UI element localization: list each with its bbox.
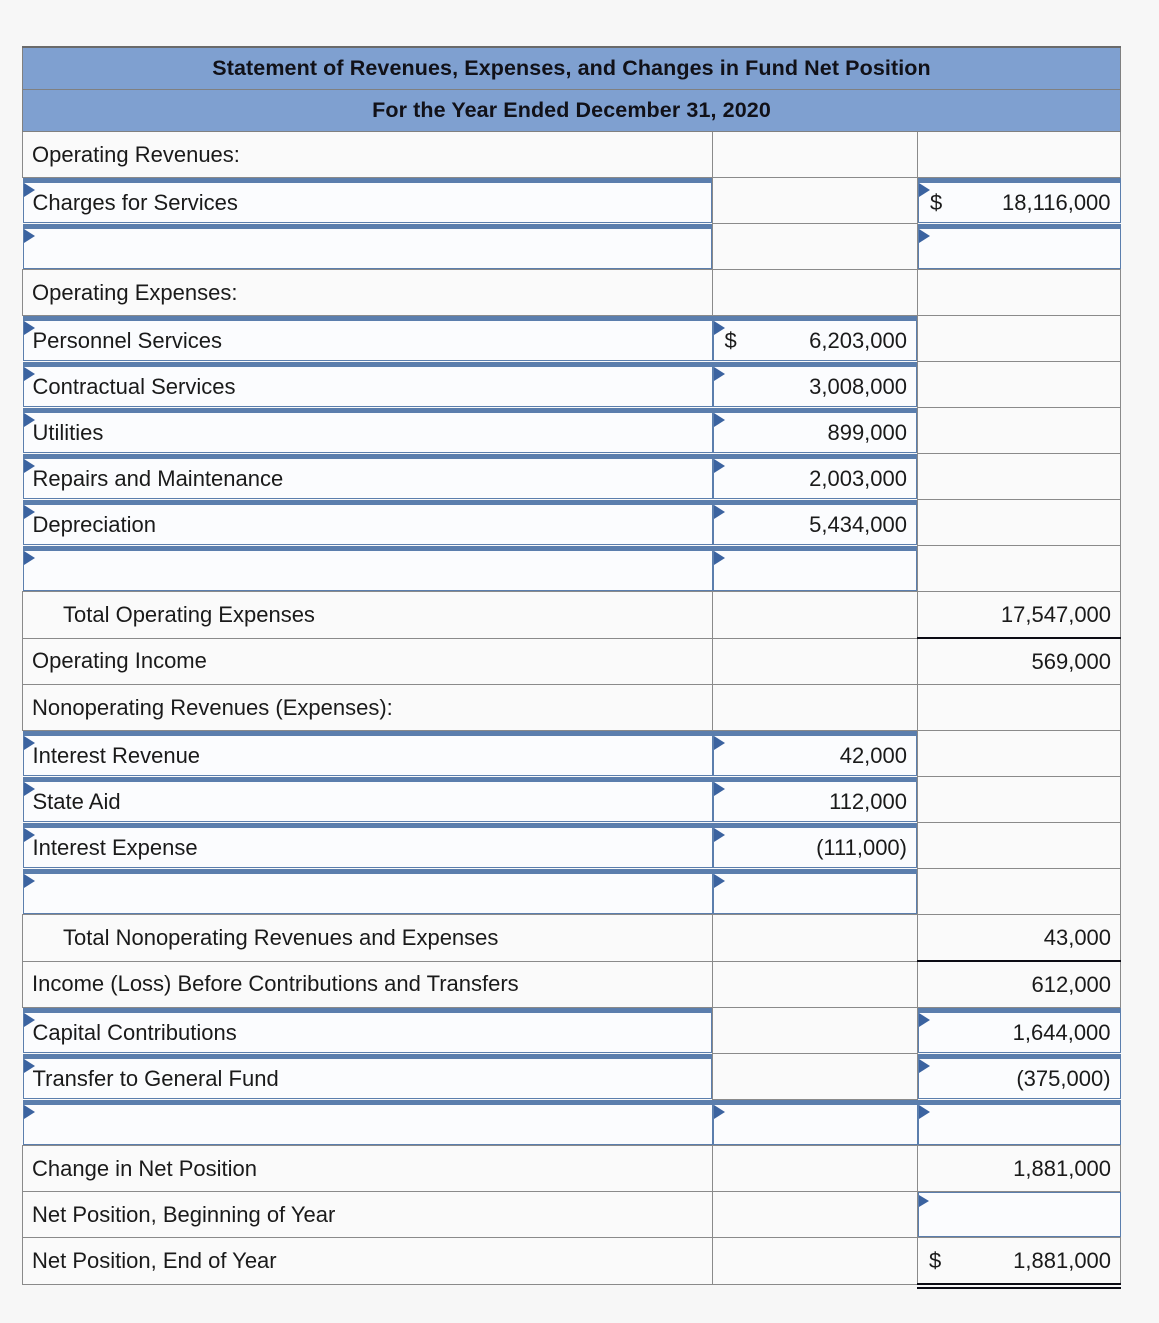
row-label-text: Interest Expense <box>32 834 198 860</box>
amount-value: 5,434,000 <box>809 511 907 537</box>
amount-value: 569,000 <box>1031 648 1112 674</box>
total-cell-repairs-and-maintenance <box>918 454 1121 500</box>
detail-input[interactable] <box>713 454 918 499</box>
detail-input[interactable] <box>713 1100 918 1145</box>
row-label-input-cell-revenue-blank[interactable] <box>23 224 713 270</box>
table-row <box>23 777 1121 823</box>
row-label-input[interactable] <box>23 178 713 223</box>
table-row <box>23 592 1121 639</box>
table-row <box>23 638 1121 685</box>
total-input[interactable] <box>918 1192 1121 1237</box>
total-cell-personnel-services <box>918 316 1121 362</box>
detail-cell-nonoperating-heading <box>713 685 918 731</box>
row-label-text: Net Position, Beginning of Year <box>32 1201 336 1227</box>
statement-subtitle-row <box>23 90 1121 132</box>
total-input[interactable] <box>918 178 1121 223</box>
amount-value: 2,003,000 <box>809 465 907 491</box>
row-label-cell-change-in-net-position <box>23 1146 713 1192</box>
table-row <box>23 961 1121 1008</box>
detail-input-cell-personnel-services[interactable] <box>713 316 918 362</box>
total-cell-expenses-blank <box>918 546 1121 592</box>
table-row <box>23 500 1121 546</box>
row-label-text: Operating Income <box>32 648 207 674</box>
row-label-input[interactable] <box>23 731 713 776</box>
detail-input-cell-depreciation[interactable] <box>713 500 918 546</box>
row-label-input-cell-nonoperating-blank[interactable] <box>23 869 713 915</box>
row-label-text: Total Operating Expenses <box>63 601 315 627</box>
row-label-input-cell-expenses-blank[interactable] <box>23 546 713 592</box>
table-row <box>23 1100 1121 1146</box>
detail-input[interactable] <box>713 869 918 914</box>
table-row <box>23 546 1121 592</box>
detail-cell-operating-income <box>713 638 918 685</box>
table-row <box>23 1008 1121 1054</box>
detail-input-cell-contractual-services[interactable] <box>713 362 918 408</box>
amount-value: 1,881,000 <box>1013 1155 1112 1181</box>
row-label-text: Operating Revenues: <box>32 141 240 167</box>
detail-cell-revenue-blank <box>713 224 918 270</box>
total-input[interactable] <box>918 1100 1121 1145</box>
currency-symbol: $ <box>929 1247 942 1273</box>
detail-input[interactable] <box>713 500 918 545</box>
amount-value: 612,000 <box>1031 971 1112 997</box>
total-cell-interest-expense <box>918 823 1121 869</box>
row-label-text: Repairs and Maintenance <box>32 465 284 491</box>
total-input[interactable] <box>918 224 1121 269</box>
amount-value: 6,203,000 <box>809 327 907 353</box>
row-label-text: Transfer to General Fund <box>32 1065 279 1091</box>
row-label-cell-net-position-end <box>23 1238 713 1285</box>
amount-value: (111,000) <box>816 834 907 860</box>
row-label-cell-total-operating-expenses <box>23 592 713 639</box>
total-input-cell-charges-for-services[interactable] <box>918 178 1121 224</box>
table-row <box>23 454 1121 500</box>
total-cell-change-in-net-position <box>918 1146 1121 1192</box>
row-label-input-cell-interest-revenue[interactable] <box>23 731 713 777</box>
row-label-input[interactable] <box>23 546 713 591</box>
detail-input[interactable] <box>713 777 918 822</box>
table-row <box>23 178 1121 224</box>
detail-input-cell-interest-revenue[interactable] <box>713 731 918 777</box>
table-row <box>23 1238 1121 1285</box>
table-row <box>23 1192 1121 1238</box>
detail-input[interactable] <box>713 546 918 591</box>
statement-table <box>22 46 1121 1285</box>
detail-input-cell-expenses-blank[interactable] <box>713 546 918 592</box>
statement-subtitle: For the Year Ended December 31, 2020 <box>23 90 1121 132</box>
total-cell-state-aid <box>918 777 1121 823</box>
row-label-input-cell-personnel-services[interactable] <box>23 316 713 362</box>
row-label-cell-total-nonoperating <box>23 915 713 962</box>
amount-value: (375,000) <box>1016 1065 1111 1091</box>
row-label-input[interactable] <box>23 316 713 361</box>
detail-input[interactable] <box>713 362 918 407</box>
amount-value: 1,881,000 <box>1013 1247 1112 1273</box>
total-input[interactable] <box>918 1008 1121 1053</box>
row-label-input-cell-contributions-blank[interactable] <box>23 1100 713 1146</box>
detail-cell-operating-expenses-heading <box>713 270 918 316</box>
row-label-input-cell-interest-expense[interactable] <box>23 823 713 869</box>
total-cell-depreciation <box>918 500 1121 546</box>
detail-input-cell-contributions-blank[interactable] <box>713 1100 918 1146</box>
detail-input-cell-repairs-and-maintenance[interactable] <box>713 454 918 500</box>
total-cell-total-operating-expenses <box>918 592 1121 639</box>
row-label-text: Total Nonoperating Revenues and Expenses <box>63 924 499 950</box>
currency-symbol: $ <box>930 189 943 215</box>
row-label-text: Operating Expenses: <box>32 279 238 305</box>
detail-cell-total-nonoperating <box>713 915 918 962</box>
amount-value: 1,644,000 <box>1012 1019 1111 1045</box>
row-label-input[interactable] <box>23 1008 713 1053</box>
detail-input[interactable] <box>713 408 918 453</box>
row-label-cell-operating-revenues-heading <box>23 132 713 178</box>
table-row <box>23 1054 1121 1100</box>
row-label-text: Personnel Services <box>32 327 223 353</box>
row-label-text: State Aid <box>32 788 121 814</box>
row-label-input[interactable] <box>23 454 713 499</box>
amount-value: 18,116,000 <box>1002 189 1111 215</box>
row-label-cell-income-before-contributions <box>23 961 713 1008</box>
currency-symbol: $ <box>724 327 737 353</box>
total-cell-operating-expenses-heading <box>918 270 1121 316</box>
total-cell-interest-revenue <box>918 731 1121 777</box>
row-label-text: Interest Revenue <box>32 742 201 768</box>
total-cell-contractual-services <box>918 362 1121 408</box>
amount-value: 17,547,000 <box>1000 601 1112 627</box>
row-label-cell-operating-income <box>23 638 713 685</box>
row-label-input[interactable] <box>23 823 713 868</box>
row-label-input[interactable] <box>23 777 713 822</box>
table-row <box>23 823 1121 869</box>
row-label-input[interactable] <box>23 224 713 269</box>
row-label-input-cell-utilities[interactable] <box>23 408 713 454</box>
row-label-input-cell-depreciation[interactable] <box>23 500 713 546</box>
table-row <box>23 316 1121 362</box>
detail-cell-total-operating-expenses <box>713 592 918 639</box>
detail-input[interactable] <box>713 731 918 776</box>
row-label-input-cell-charges-for-services[interactable] <box>23 178 713 224</box>
amount-value: 3,008,000 <box>809 373 907 399</box>
total-cell-income-before-contributions <box>918 961 1121 1008</box>
amount-value: 899,000 <box>827 419 907 445</box>
detail-input-cell-utilities[interactable] <box>713 408 918 454</box>
amount-value: 43,000 <box>1043 924 1112 950</box>
row-label-input-cell-transfer-to-general-fund[interactable] <box>23 1054 713 1100</box>
row-label-text: Capital Contributions <box>32 1019 237 1045</box>
statement-title: Statement of Revenues, Expenses, and Changes in Fund Net Position <box>23 47 1121 90</box>
detail-cell-charges-for-services <box>713 178 918 224</box>
detail-cell-operating-revenues-heading <box>713 132 918 178</box>
row-label-input-cell-state-aid[interactable] <box>23 777 713 823</box>
detail-cell-income-before-contributions <box>713 961 918 1008</box>
row-label-text: Charges for Services <box>32 189 238 215</box>
row-label-input-cell-capital-contributions[interactable] <box>23 1008 713 1054</box>
total-cell-utilities <box>918 408 1121 454</box>
table-row <box>23 408 1121 454</box>
total-cell-nonoperating-heading <box>918 685 1121 731</box>
total-cell-total-nonoperating <box>918 915 1121 962</box>
detail-cell-change-in-net-position <box>713 1146 918 1192</box>
row-label-input[interactable] <box>23 362 713 407</box>
table-row <box>23 224 1121 270</box>
detail-input[interactable] <box>713 823 918 868</box>
row-label-input[interactable] <box>23 869 713 914</box>
total-cell-operating-revenues-heading <box>918 132 1121 178</box>
detail-input-cell-interest-expense[interactable] <box>713 823 918 869</box>
total-input[interactable] <box>918 1054 1121 1099</box>
total-input-cell-revenue-blank[interactable] <box>918 224 1121 270</box>
detail-input-cell-state-aid[interactable] <box>713 777 918 823</box>
amount-value: 112,000 <box>829 788 907 814</box>
table-row <box>23 685 1121 731</box>
detail-input[interactable] <box>713 316 918 361</box>
table-row <box>23 1146 1121 1192</box>
row-label-cell-net-position-beginning <box>23 1192 713 1238</box>
row-label-input[interactable] <box>23 500 713 545</box>
detail-cell-net-position-beginning <box>713 1192 918 1238</box>
row-label-text: Depreciation <box>32 511 157 537</box>
table-row <box>23 132 1121 178</box>
row-label-text: Contractual Services <box>32 373 236 399</box>
detail-input-cell-nonoperating-blank[interactable] <box>713 869 918 915</box>
detail-cell-net-position-end <box>713 1238 918 1285</box>
total-cell-nonoperating-blank <box>918 869 1121 915</box>
row-label-text: Income (Loss) Before Contributions and Transfers <box>32 971 519 997</box>
table-row <box>23 270 1121 316</box>
table-row <box>23 362 1121 408</box>
row-label-input-cell-contractual-services[interactable] <box>23 362 713 408</box>
row-label-input[interactable] <box>23 408 713 453</box>
detail-cell-capital-contributions <box>713 1008 918 1054</box>
row-label-input-cell-repairs-and-maintenance[interactable] <box>23 454 713 500</box>
statement-title-row <box>23 47 1121 90</box>
row-label-cell-operating-expenses-heading <box>23 270 713 316</box>
row-label-input[interactable] <box>23 1054 713 1099</box>
total-cell-operating-income <box>918 638 1121 685</box>
row-label-text: Utilities <box>32 419 104 445</box>
row-label-cell-nonoperating-heading <box>23 685 713 731</box>
table-row <box>23 915 1121 962</box>
row-label-input[interactable] <box>23 1100 713 1145</box>
amount-value: 42,000 <box>839 742 907 768</box>
total-input-cell-capital-contributions[interactable] <box>918 1008 1121 1054</box>
total-input-cell-transfer-to-general-fund[interactable] <box>918 1054 1121 1100</box>
total-input-cell-net-position-beginning[interactable] <box>918 1192 1121 1238</box>
detail-cell-transfer-to-general-fund <box>713 1054 918 1100</box>
row-label-text: Net Position, End of Year <box>32 1247 277 1273</box>
financial-statement-worksheet <box>22 46 1120 1285</box>
table-row <box>23 869 1121 915</box>
table-row <box>23 731 1121 777</box>
row-label-text: Change in Net Position <box>32 1155 258 1181</box>
row-label-text: Nonoperating Revenues (Expenses): <box>32 694 393 720</box>
total-input-cell-contributions-blank[interactable] <box>918 1100 1121 1146</box>
total-cell-net-position-end <box>918 1238 1121 1285</box>
